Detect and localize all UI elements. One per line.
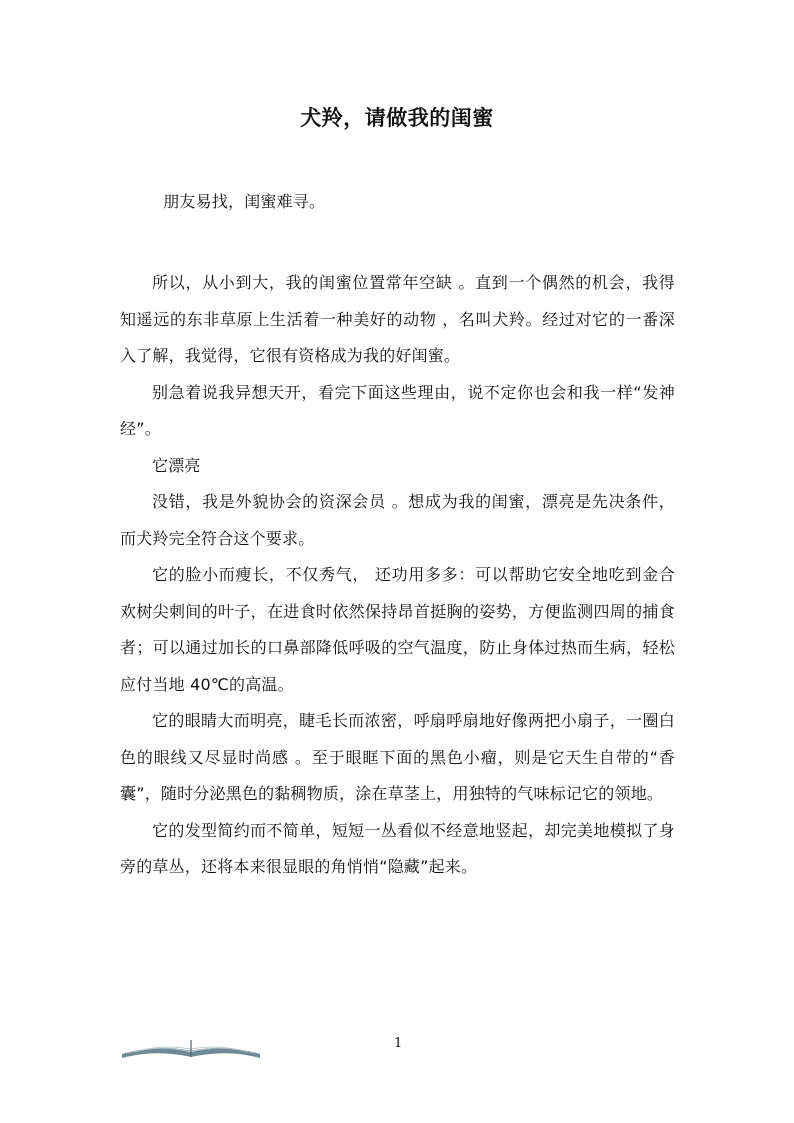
article-body (120, 265, 675, 886)
paragraph-4: 它的脸小而瘦长，不仅秀气， 还功用多多：可以帮助它安全地吃到金合欢树尖刺间的叶子，在进食时依然保持昂首挺胸的姿势，方便监测四周的捕食者；可以通过加长的口鼻部降低呼吸的空气温度，防止身体过热而生病，轻松应付当地 40℃的高温。 (120, 565, 675, 694)
intro-block (120, 184, 675, 221)
intro-paragraph: 朋友易找，闺蜜难寻。 (163, 192, 326, 211)
paragraph-1: 所以，从小到大，我的闺蜜位置常年空缺 。直到一个偶然的机会，我得知遥远的东非草原上生活着一种美好的动物 ，名叫犬羚。经过对它的一番深入了解，我觉得，它很有资格成为我的好闺蜜。 (120, 273, 675, 365)
open-book-icon (120, 1034, 262, 1060)
paragraph-3: 没错，我是外貌协会的资深会员 。想成为我的闺蜜，漂亮是先决条件，而犬羚完全符合这个要求。 (120, 492, 675, 548)
paragraph-2: 别急着说我异想天开，看完下面这些理由，说不定你也会和我一样“发神经”。 (120, 382, 675, 438)
section-heading-pretty: 它漂亮 (152, 455, 201, 475)
paragraph-6: 它的发型简约而不简单，短短一丛看似不经意地竖起，却完美地模拟了身旁的草丛，还将本来很显眼的角悄悄“隐藏”起来。 (120, 820, 675, 876)
page-number: 1 (394, 1036, 403, 1051)
document-title: 犬羚，请做我的闺蜜 (300, 106, 494, 130)
paragraph-5: 它的眼睛大而明亮，睫毛长而浓密，呼扇呼扇地好像两把小扇子，一圈白色的眼线又尽显时尚感 。至于眼眶下面的黑色小瘤，则是它天生自带的“香囊”，随时分泌黑色的黏稠物质，涂在草茎上，用独特的气味标记它的领地。 (120, 711, 675, 803)
